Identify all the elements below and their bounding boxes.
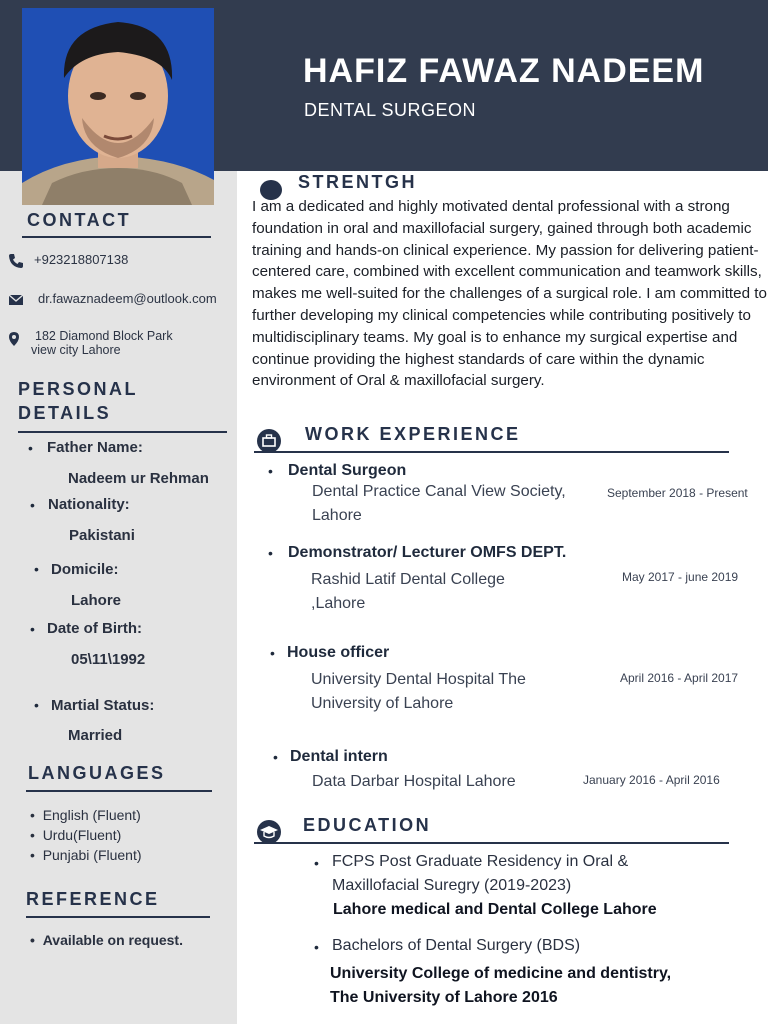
personal-label: Date of Birth: bbox=[47, 620, 142, 637]
phone-icon bbox=[8, 253, 24, 269]
bullet: • bbox=[268, 545, 273, 561]
personal-heading-line2: DETAILS bbox=[18, 403, 112, 423]
language-item: • English (Fluent) bbox=[30, 807, 141, 823]
education-institution: University College of medicine and dentistry, bbox=[330, 965, 672, 982]
personal-heading-line1: PERSONAL bbox=[18, 379, 139, 399]
bullet: • bbox=[30, 621, 35, 637]
education-divider bbox=[254, 842, 729, 844]
bullet: • bbox=[34, 561, 39, 577]
personal-value: Nadeem ur Rehman bbox=[68, 470, 209, 487]
strength-heading: STRENTGH bbox=[298, 172, 417, 192]
job-date: April 2016 - April 2017 bbox=[620, 671, 739, 685]
candidate-role: DENTAL SURGEON bbox=[304, 100, 477, 120]
contact-address-line1: 182 Diamond Block Park bbox=[35, 329, 173, 343]
language-item: • Urdu(Fluent) bbox=[30, 827, 122, 843]
email-icon bbox=[8, 292, 24, 308]
education-degree-cont: Maxillofacial Suregry (2019-2023) bbox=[332, 877, 572, 894]
reference-divider bbox=[26, 916, 210, 918]
contact-email: dr.fawaznadeem@outlook.com bbox=[38, 291, 217, 306]
job-title: House officer bbox=[287, 644, 390, 661]
reference-heading: REFERENCE bbox=[26, 889, 160, 909]
job-place: Data Darbar Hospital Lahore bbox=[312, 773, 516, 790]
job-date: May 2017 - june 2019 bbox=[622, 570, 739, 584]
bullet: • bbox=[273, 749, 278, 765]
personal-divider bbox=[18, 431, 227, 433]
personal-value: Married bbox=[68, 727, 123, 744]
education-degree: Bachelors of Dental Surgery (BDS) bbox=[332, 937, 581, 954]
personal-label: Father Name: bbox=[47, 439, 143, 456]
personal-value: Lahore bbox=[71, 592, 122, 609]
education-institution-cont: The University of Lahore 2016 bbox=[330, 989, 558, 1006]
job-place: Dental Practice Canal View Society, Lahore bbox=[312, 483, 566, 524]
bullet: • bbox=[314, 939, 319, 955]
contact-heading: CONTACT bbox=[27, 210, 132, 230]
contact-phone: +923218807138 bbox=[34, 252, 129, 267]
work-divider bbox=[254, 451, 729, 453]
education-institution: Lahore medical and Dental College Lahore bbox=[333, 901, 657, 918]
bullet: • bbox=[28, 440, 33, 456]
job-date: September 2018 - Present bbox=[607, 486, 748, 500]
bullet: • bbox=[30, 497, 35, 513]
bullet: • bbox=[268, 463, 273, 479]
languages-divider bbox=[26, 790, 212, 792]
profile-photo bbox=[22, 8, 214, 205]
job-place: University Dental Hospital The University of Lahore bbox=[311, 671, 526, 712]
reference-item: • Available on request. bbox=[30, 932, 183, 948]
personal-value: Pakistani bbox=[69, 527, 135, 544]
job-title: Dental Surgeon bbox=[288, 462, 407, 479]
candidate-name: HAFIZ FAWAZ NADEEM bbox=[303, 52, 705, 90]
strength-paragraph: I am a dedicated and highly motivated dental professional with a strong foundation in oral and maxillofacial surgery, gained through both academic training and hands-on clinical experience. My passion for delivering patient-centered care, combined with excellent communication and teamwork skills, makes me well-suited for the challenges of a surgical role. I am committed to further developing my clinical competencies while contributing positively to multidisciplinary teams. My goal is to enhance my surgical expertise and continue providing the highest standards of care within the dynamic environment of Oral & maxillofacial surgery. bbox=[252, 198, 767, 390]
personal-label: Nationality: bbox=[48, 496, 130, 513]
bullet: • bbox=[34, 697, 39, 713]
work-heading: WORK EXPERIENCE bbox=[305, 424, 521, 444]
education-heading: EDUCATION bbox=[303, 815, 432, 835]
job-title: Demonstrator/ Lecturer OMFS DEPT. bbox=[288, 544, 567, 561]
languages-heading: LANGUAGES bbox=[28, 763, 166, 783]
personal-label: Domicile: bbox=[51, 561, 119, 578]
job-title: Dental intern bbox=[290, 748, 388, 765]
location-pin-icon bbox=[6, 331, 22, 347]
contact-address-line2: view city Lahore bbox=[31, 343, 121, 357]
language-item: • Punjabi (Fluent) bbox=[30, 847, 142, 863]
personal-label: Martial Status: bbox=[51, 697, 155, 714]
personal-value: 05\11\1992 bbox=[71, 651, 146, 668]
contact-divider bbox=[22, 236, 211, 238]
education-degree: FCPS Post Graduate Residency in Oral & bbox=[332, 853, 629, 870]
bullet: • bbox=[314, 855, 319, 871]
job-date: January 2016 - April 2016 bbox=[583, 773, 720, 787]
job-place: Rashid Latif Dental College ,Lahore bbox=[311, 571, 505, 612]
bullet: • bbox=[270, 645, 275, 661]
